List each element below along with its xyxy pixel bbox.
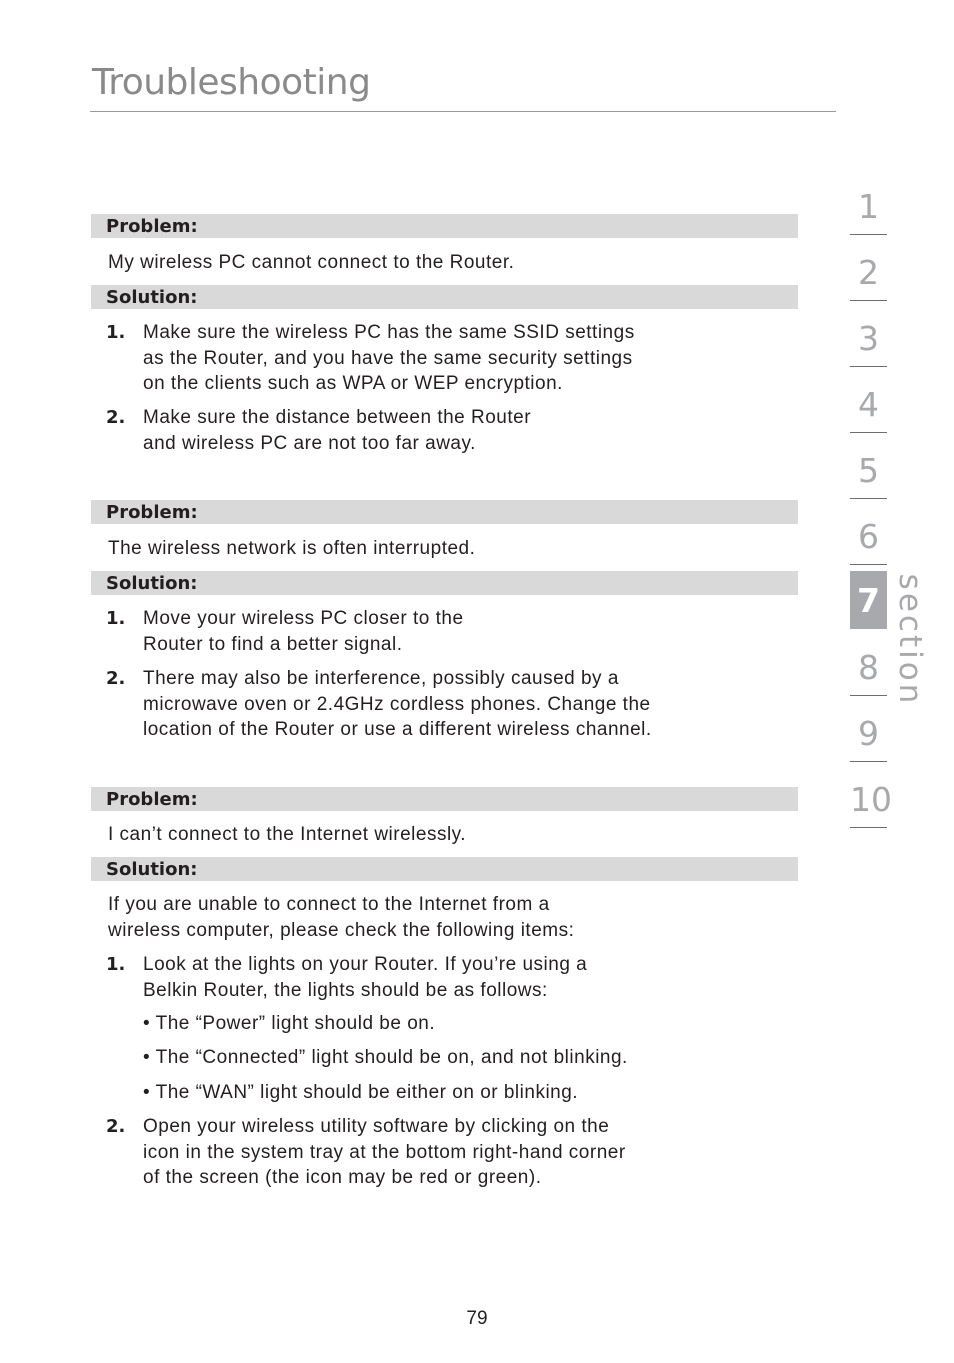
section-tab-6[interactable] [850,507,887,565]
section-label: section [892,573,928,707]
section-tab-number: 9 [858,714,879,753]
page-title: Troubleshooting [92,62,371,103]
bullet-item: • The “WAN” light should be either on or blinking. [143,1082,579,1103]
page-number: 79 [466,1308,488,1329]
problem-text: I can’t connect to the Internet wirelessly. [108,824,467,845]
step-line: as the Router, and you have the same security settings [143,347,633,369]
bullet-item: • The “Connected” light should be on, and not blinking. [143,1047,628,1068]
section-tab-number: 7 [857,581,880,620]
problem-text: The wireless network is often interrupted. [108,538,476,559]
problem-label: Problem: [106,502,198,523]
intro-line: wireless computer, please check the following items: [108,919,575,941]
step-line: Open your wireless utility software by clicking on the [143,1116,610,1137]
section-tab-9[interactable] [850,704,887,762]
problem-heading-bar [91,500,798,524]
step-number: 2. [106,1116,126,1137]
step-line: Router to find a better signal. [143,633,403,655]
section-tab-5[interactable] [850,441,887,499]
problem-heading-bar [91,214,798,238]
section-tab-7-active[interactable] [850,571,887,629]
step-number: 2. [106,668,126,689]
section-tab-number: 10 [850,780,892,819]
section-tab-number: 1 [858,187,879,226]
problem-text: My wireless PC cannot connect to the Router. [108,252,515,273]
step-line: Look at the lights on your Router. If you’re using a [143,954,588,975]
step-line: location of the Router or use a different wireless channel. [143,719,652,740]
step-line: on the clients such as WPA or WEP encryption. [143,373,563,394]
step-line: Belkin Router, the lights should be as follows: [143,979,548,1001]
problem-label: Problem: [106,789,198,810]
title-divider [90,111,836,112]
section-tab-number: 8 [858,648,879,687]
section-tab-1[interactable] [850,177,887,235]
step-line: icon in the system tray at the bottom right-hand corner [143,1141,626,1163]
solution-label: Solution: [106,573,198,594]
section-tab-number: 2 [858,253,879,292]
section-tab-number: 5 [858,451,879,490]
solution-label: Solution: [106,859,198,880]
step-number: 2. [106,407,126,428]
problem-label: Problem: [106,216,198,237]
section-tab-number: 3 [858,319,879,358]
bullet-item: • The “Power” light should be on. [143,1013,436,1034]
section-tab-8[interactable] [850,638,887,696]
step-line: of the screen (the icon may be red or green). [143,1167,542,1188]
section-tab-number: 6 [858,517,879,556]
solution-heading-bar [91,571,798,595]
section-tab-number: 4 [858,385,879,424]
step-number: 1. [106,954,126,975]
step-line: There may also be interference, possibly caused by a [143,668,619,689]
step-number: 1. [106,322,126,343]
step-line: Make sure the wireless PC has the same SSID settings [143,322,635,343]
step-line: Move your wireless PC closer to the [143,608,464,629]
problem-heading-bar [91,787,798,811]
step-line: microwave oven or 2.4GHz cordless phones. Change the [143,693,651,715]
step-line: Make sure the distance between the Router [143,407,532,428]
intro-line: If you are unable to connect to the Internet from a [108,894,550,915]
step-line: and wireless PC are not too far away. [143,432,476,454]
section-tab-3[interactable] [850,309,887,367]
step-number: 1. [106,608,126,629]
section-tab-10[interactable] [850,770,892,828]
solution-label: Solution: [106,287,198,308]
section-tab-4[interactable] [850,375,887,433]
solution-heading-bar [91,857,798,881]
solution-heading-bar [91,285,798,309]
section-tab-2[interactable] [850,243,887,301]
